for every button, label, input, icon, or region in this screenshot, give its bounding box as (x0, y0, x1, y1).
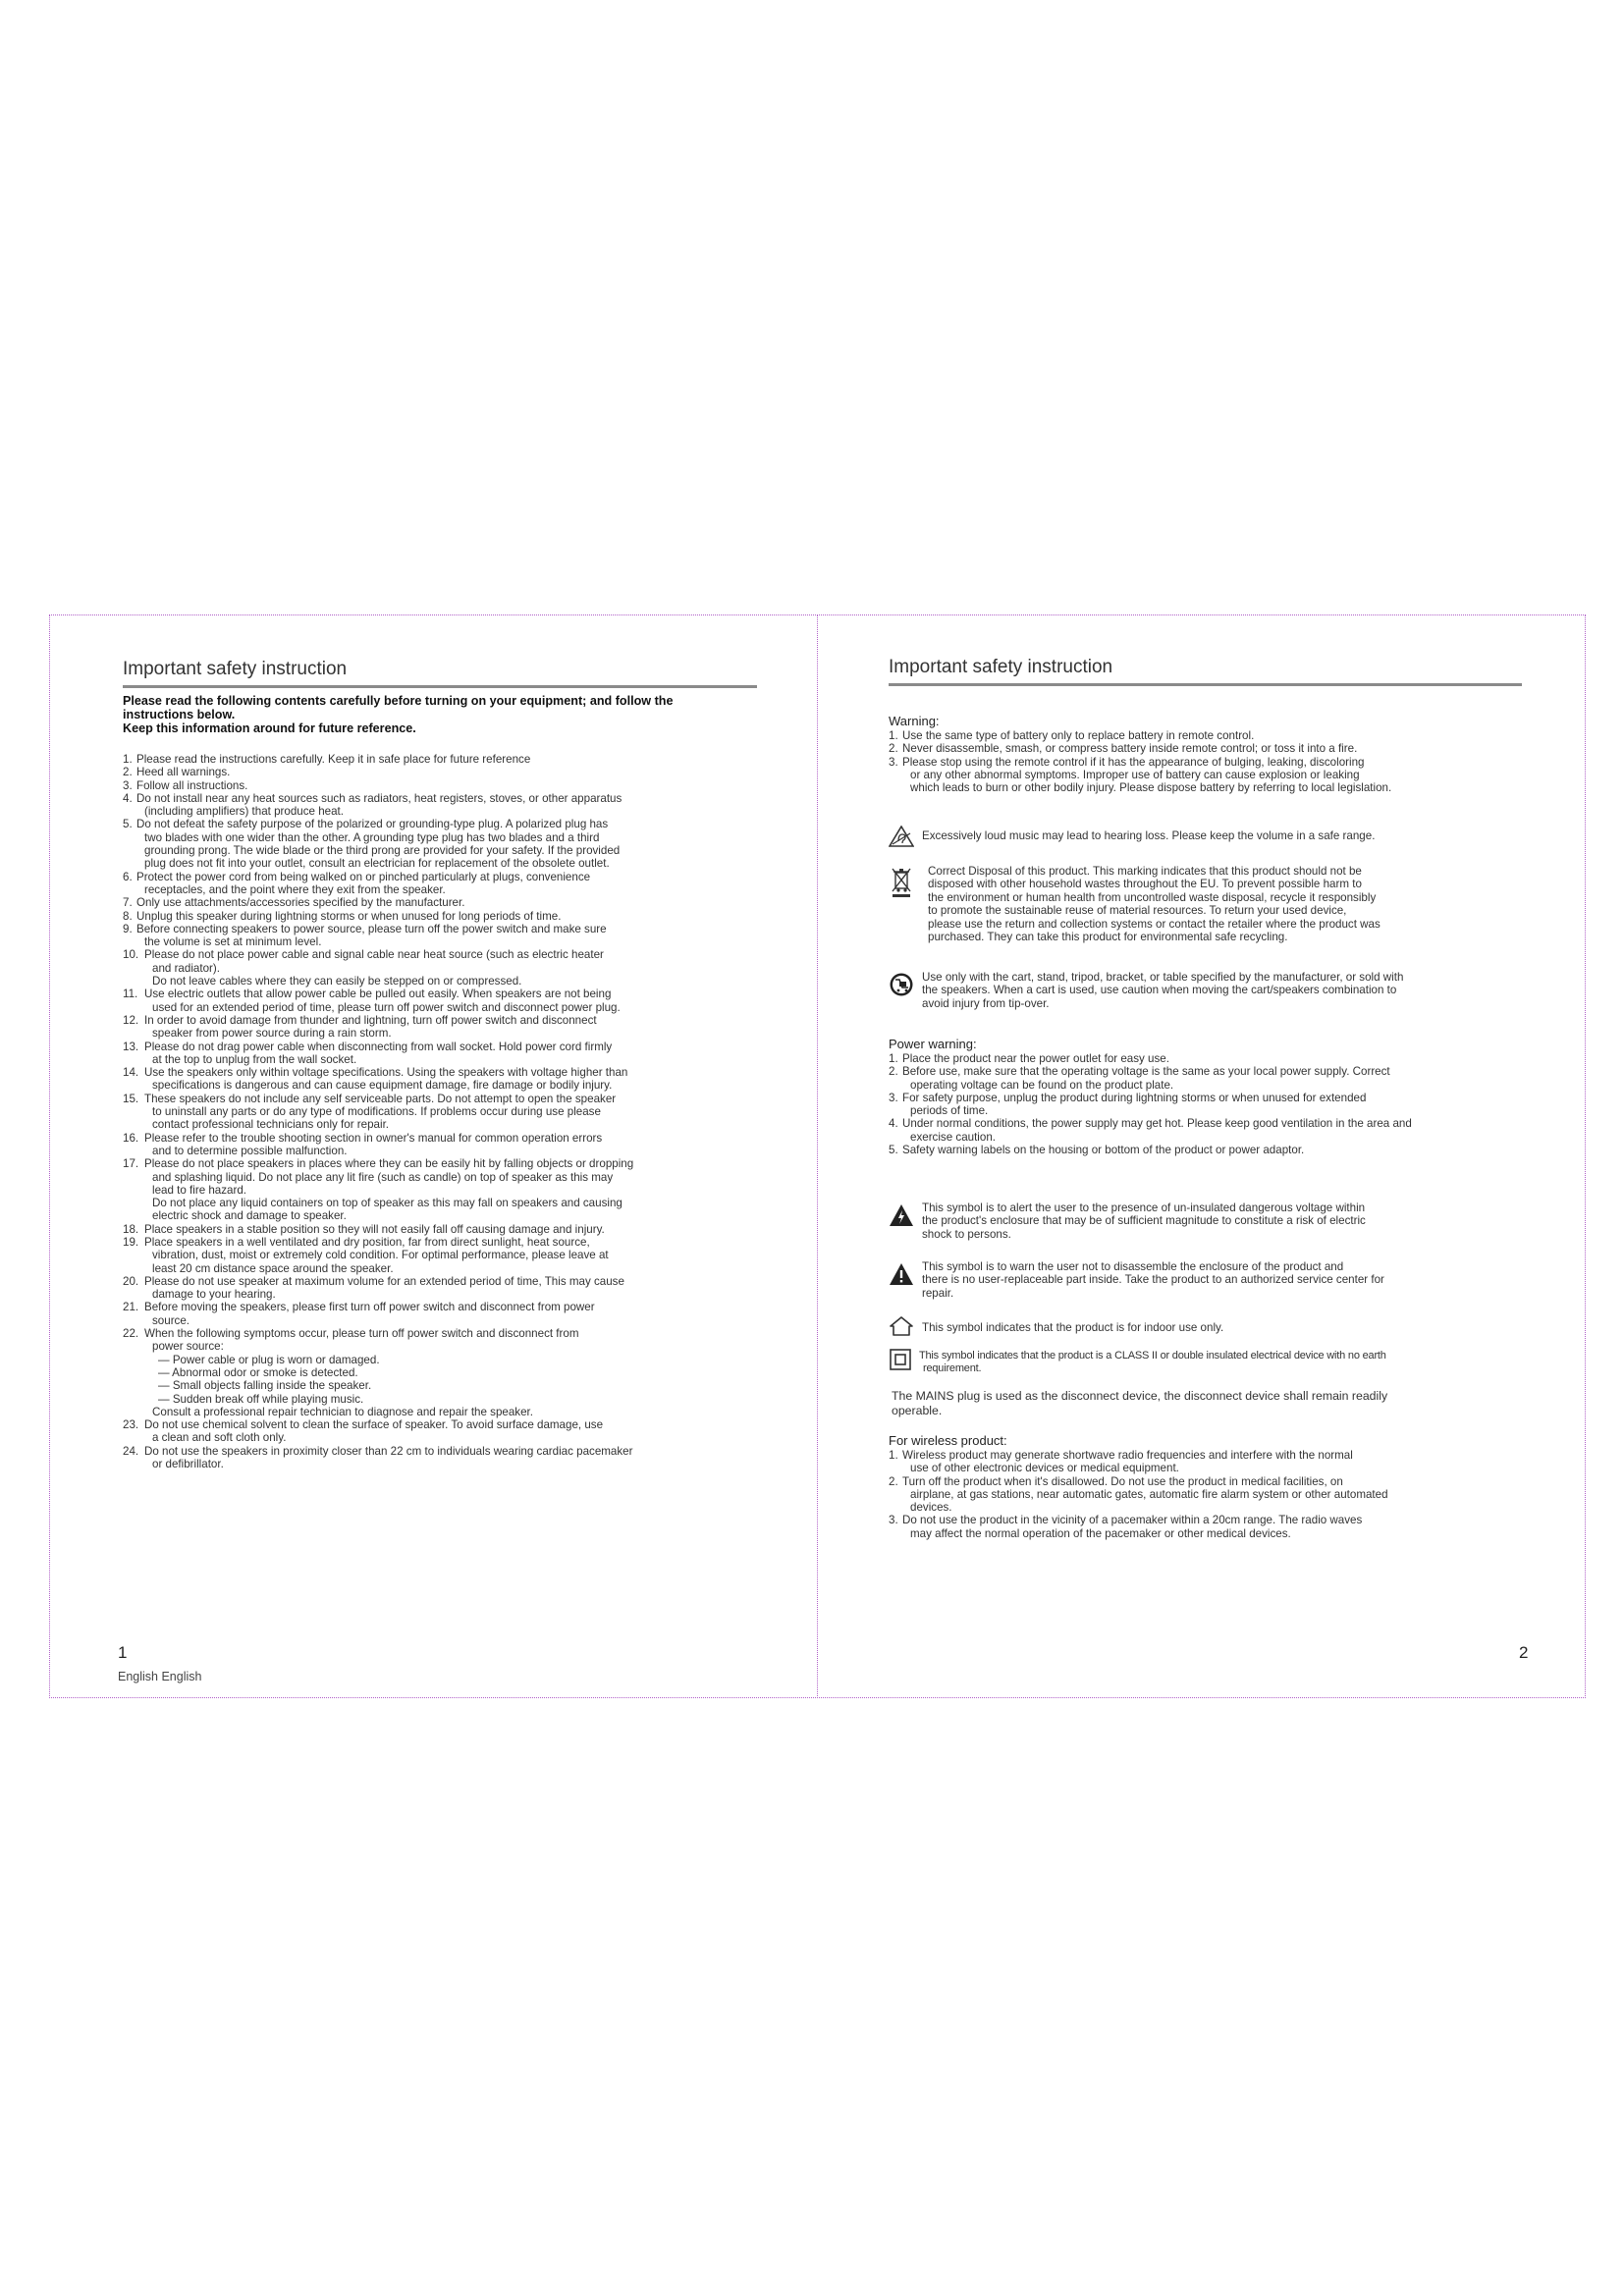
item-text-line: Consult a professional repair technician to diagnose and repair the speaker. (152, 1405, 533, 1418)
list-item (123, 923, 810, 949)
item-text-line: vibration, dust, moist or extremely cold condition. For optimal performance, please leave at (152, 1249, 609, 1262)
item-text-line: In order to avoid damage from thunder and lightning, turn off power switch and disconnect (144, 1013, 597, 1027)
item-text-line: Place the product near the power outlet for easy use. (902, 1052, 1169, 1065)
list-item (123, 1327, 810, 1418)
cart-tipover-icon (889, 972, 914, 997)
item-text-line: to uninstall any parts or do any type of modifications. If problems occur during use please (152, 1105, 601, 1119)
list-item (889, 1144, 1576, 1156)
symbol-text-line: This symbol indicates that the product is for indoor use only. (922, 1321, 1224, 1334)
item-number: 2. (889, 1474, 898, 1488)
item-number: 4. (889, 1117, 898, 1131)
item-number: 1. (123, 753, 133, 766)
item-text-line: Before moving the speakers, please first turn off power switch and disconnect from power (144, 1301, 595, 1314)
item-number: 16. (123, 1131, 139, 1145)
item-text-line: — Power cable or plug is worn or damaged. (158, 1353, 380, 1366)
item-text-line: Do not use chemical solvent to clean the surface of speaker. To avoid surface damage, use (144, 1418, 604, 1432)
item-text-line: Do not defeat the safety purpose of the polarized or grounding-type plug. A polarized plug has (136, 818, 609, 831)
symbol-text-line: the speakers. When a cart is used, use caution when moving the cart/speakers combination to (922, 984, 1397, 997)
item-number: 6. (123, 870, 133, 883)
item-text-line: may affect the normal operation of the pacemaker or other medical devices. (910, 1526, 1291, 1540)
list-item (889, 742, 1576, 755)
weee-bin-icon (890, 866, 913, 899)
list-item (123, 1066, 810, 1093)
item-number: 3. (889, 1514, 898, 1527)
item-text-line: Use electric outlets that allow power cable be pulled out easily. When speakers are not being (144, 988, 612, 1001)
indoor-house-icon (889, 1315, 914, 1337)
list-item (889, 1092, 1576, 1118)
item-text-line: Under normal conditions, the power supply may get hot. Please keep good ventilation in the area and (902, 1117, 1412, 1131)
list-item (123, 1132, 810, 1158)
item-number: 23. (123, 1418, 139, 1432)
symbol-text-line: requirement. (923, 1362, 982, 1375)
item-number: 21. (123, 1301, 139, 1314)
item-number: 17. (123, 1157, 139, 1171)
item-number: 3. (123, 778, 133, 792)
item-text-line: or defibrillator. (152, 1458, 224, 1471)
item-number: 2. (889, 742, 898, 756)
item-text-line: Please stop using the remote control if it has the appearance of bulging, leaking, discoloring (902, 755, 1365, 769)
item-text-line: Protect the power cord from being walked on or pinched particularly at plugs, convenience (136, 870, 591, 883)
item-number: 3. (889, 755, 898, 769)
item-text-line: Use the speakers only within voltage specifications. Using the speakers with voltage higher than (144, 1066, 628, 1080)
mains-note-line: The MAINS plug is used as the disconnect device, the disconnect device shall remain readily (892, 1389, 1388, 1403)
item-text-line: Only use attachments/accessories specified by the manufacturer. (136, 896, 465, 910)
item-number: 12. (123, 1013, 139, 1027)
page-number-left: 1 (118, 1643, 128, 1662)
lightning-triangle-icon (889, 1203, 914, 1227)
item-text-line: and radiator). (152, 961, 220, 975)
list-item (889, 756, 1576, 795)
item-text-line: Heed all warnings. (136, 766, 231, 779)
item-number: 14. (123, 1066, 139, 1080)
symbol-text-line: to promote the sustainable reuse of material resources. To return your used device, (928, 904, 1347, 918)
left-page-title: Important safety instruction (123, 659, 348, 679)
item-text-line: Please do not place speakers in places where they can be easily hit by falling objects or dropping (144, 1157, 634, 1171)
mains-plug-note (892, 1389, 1579, 1418)
symbol-text-line: Correct Disposal of this product. This marking indicates that this product should not be (928, 865, 1362, 878)
item-text-line: least 20 cm distance space around the speaker. (152, 1261, 394, 1275)
wireless-product-list (889, 1449, 1581, 1540)
left-intro (123, 694, 810, 735)
item-text-line: Do not place any liquid containers on top of speaker as this may fall on speakers and causing (152, 1197, 623, 1210)
item-text-line: Before connecting speakers to power source, please turn off the power switch and make sure (136, 922, 607, 935)
item-text-line: Please refer to the trouble shooting section in owner's manual for common operation errors (144, 1131, 603, 1145)
list-item (123, 1418, 810, 1445)
list-item (123, 871, 810, 897)
symbol-text-line: This symbol indicates that the product is a CLASS II or double insulated electrical device with no earth (919, 1350, 1386, 1362)
left-safety-list (123, 753, 810, 1470)
item-text-line: Wireless product may generate shortwave radio frequencies and interfere with the normal (902, 1449, 1353, 1462)
item-text-line: or any other abnormal symptoms. Improper use of battery can cause explosion or leaking (910, 768, 1360, 781)
item-text-line: Do not leave cables where they can easily be stepped on or compressed. (152, 975, 522, 988)
symbol-text-line: the environment or human health from uncontrolled waste disposal, recycle it responsibly (928, 890, 1377, 904)
lightning-symbol-text (922, 1201, 1580, 1241)
battery-warning-list (889, 729, 1576, 794)
right-title-rule (889, 683, 1522, 686)
item-text-line: Please do not use speaker at maximum volume for an extended period of time, This may cause (144, 1274, 624, 1288)
symbol-text-line: This symbol is to alert the user to the presence of un-insulated dangerous voltage within (922, 1201, 1366, 1214)
hearing-loss-text (922, 829, 1580, 842)
item-number: 20. (123, 1274, 139, 1288)
list-item (889, 729, 1576, 742)
item-number: 3. (889, 1091, 898, 1104)
list-item (123, 753, 810, 766)
list-item (889, 1117, 1576, 1144)
item-number: 22. (123, 1327, 139, 1341)
item-text-line: two blades with one wider than the other. A grounding type plug has two blades and a third (144, 830, 600, 844)
list-item (123, 1014, 810, 1041)
hearing-loss-icon (889, 826, 914, 847)
power-warning-list (889, 1052, 1576, 1156)
wireless-heading: For wireless product: (889, 1433, 1007, 1448)
list-item (889, 1475, 1581, 1515)
intro-line: Please read the following contents carefully before turning on your equipment; and follow the (123, 694, 674, 708)
item-text-line: devices. (910, 1501, 952, 1515)
item-text-line: Before use, make sure that the operating voltage is the same as your local power supply. Correct (902, 1065, 1390, 1079)
list-item (123, 1093, 810, 1132)
item-text-line: — Sudden break off while playing music. (158, 1392, 364, 1406)
intro-line: instructions below. (123, 708, 236, 721)
item-text-line: Do not install near any heat sources such as radiators, heat registers, stoves, or other apparatus (136, 791, 623, 805)
item-number: 2. (123, 766, 133, 779)
item-number: 10. (123, 948, 139, 962)
weee-disposal-text (928, 865, 1576, 943)
indoor-symbol-text (922, 1321, 1580, 1334)
item-text-line: power source: (152, 1340, 224, 1354)
list-item (123, 988, 810, 1014)
left-page (49, 614, 817, 1698)
item-text-line: Unplug this speaker during lightning storms or when unused for long periods of time. (136, 909, 562, 923)
symbol-text-line: This symbol is to warn the user not to disassemble the enclosure of the product and (922, 1260, 1344, 1273)
item-number: 11. (123, 988, 138, 1001)
language-footer: English English (118, 1670, 202, 1683)
item-number: 19. (123, 1235, 139, 1249)
cart-warning-text (922, 971, 1580, 1010)
item-text-line: lead to fire hazard. (152, 1183, 247, 1197)
item-number: 8. (123, 909, 133, 923)
list-item (123, 948, 810, 988)
list-item (123, 1445, 810, 1471)
warning-heading: Warning: (889, 714, 940, 728)
item-text-line: and to determine possible malfunction. (152, 1144, 348, 1157)
list-item (889, 1449, 1581, 1475)
class-ii-icon (890, 1349, 911, 1370)
list-item (123, 1041, 810, 1067)
list-item (123, 896, 810, 909)
item-text-line: plug does not fit into your outlet, consult an electrician for replacement of the obsolete outlet. (144, 857, 610, 871)
item-text-line: the volume is set at minimum level. (144, 935, 322, 949)
item-text-line: For safety purpose, unplug the product during lightning storms or when unused for extended (902, 1091, 1367, 1104)
list-item (889, 1065, 1576, 1092)
list-item (123, 1223, 810, 1236)
item-text-line: damage to your hearing. (152, 1288, 276, 1302)
item-text-line: — Abnormal odor or smoke is detected. (158, 1365, 358, 1379)
list-item (123, 818, 810, 870)
list-item (889, 1052, 1576, 1065)
item-text-line: electric shock and damage to speaker. (152, 1209, 347, 1223)
item-number: 1. (889, 1052, 898, 1065)
symbol-text-line: disposed with other household wastes throughout the EU. To prevent possible harm to (928, 878, 1362, 891)
item-text-line: operating voltage can be found on the product plate. (910, 1078, 1174, 1092)
item-text-line: source. (152, 1313, 190, 1327)
item-text-line: airplane, at gas stations, near automatic gates, automatic fire alarm system or other automated (910, 1487, 1388, 1501)
item-text-line: which leads to burn or other bodily injury. Please dispose battery by referring to local legislation. (910, 781, 1392, 795)
item-text-line: Use the same type of battery only to replace battery in remote control. (902, 729, 1255, 742)
item-text-line: grounding prong. The wide blade or the third prong are provided for your safety. If the provided (144, 844, 621, 858)
item-text-line: Never disassemble, smash, or compress battery inside remote control; or toss it into a fire. (902, 742, 1358, 756)
list-item (123, 1236, 810, 1275)
item-text-line: Safety warning labels on the housing or bottom of the product or power adaptor. (902, 1144, 1305, 1157)
list-item (123, 1275, 810, 1302)
item-text-line: exercise caution. (910, 1130, 996, 1144)
item-text-line: (including amplifiers) that produce heat. (144, 805, 344, 819)
symbol-text-line: Use only with the cart, stand, tripod, bracket, or table specified by the manufacturer, or sold with (922, 971, 1404, 984)
item-number: 2. (889, 1065, 898, 1079)
left-title-rule (123, 685, 757, 688)
item-text-line: Follow all instructions. (136, 778, 248, 792)
item-number: 1. (889, 729, 898, 742)
item-text-line: Do not use the speakers in proximity closer than 22 cm to individuals wearing cardiac pacemaker (144, 1444, 633, 1458)
symbol-text-line: purchased. They can take this product for environmental safe recycling. (928, 931, 1288, 944)
list-item (123, 910, 810, 923)
item-text-line: periods of time. (910, 1104, 989, 1118)
item-text-line: These speakers do not include any self serviceable parts. Do not attempt to open the speaker (144, 1092, 617, 1105)
item-number: 5. (123, 818, 133, 831)
mains-note-line: operable. (892, 1404, 943, 1417)
item-number: 24. (123, 1444, 139, 1458)
item-text-line: Do not use the product in the vicinity of a pacemaker within a 20cm range. The radio waves (902, 1514, 1363, 1527)
symbol-text-line: Excessively loud music may lead to hearing loss. Please keep the volume in a safe range. (922, 829, 1376, 842)
item-number: 1. (889, 1449, 898, 1462)
item-number: 13. (123, 1040, 139, 1053)
item-number: 7. (123, 896, 133, 910)
item-text-line: Please read the instructions carefully. Keep it in safe place for future reference (136, 753, 531, 766)
list-item (123, 792, 810, 819)
item-text-line: receptacles, and the point where they exit from the speaker. (144, 882, 446, 896)
item-text-line: contact professional technicians only for repair. (152, 1118, 390, 1132)
list-item (889, 1514, 1581, 1540)
symbol-text-line: the product's enclosure that may be of sufficient magnitude to constitute a risk of electric (922, 1214, 1366, 1228)
item-text-line: at the top to unplug from the wall socket. (152, 1052, 357, 1066)
item-number: 18. (123, 1222, 139, 1236)
item-text-line: Place speakers in a stable position so they will not easily fall off causing damage and injury. (144, 1222, 605, 1236)
item-text-line: and splashing liquid. Do not place any lit fire (such as candle) on top of speaker as this may (152, 1170, 614, 1184)
item-number: 4. (123, 791, 133, 805)
right-page (817, 614, 1586, 1698)
item-text-line: use of other electronic devices or medical equipment. (910, 1462, 1179, 1475)
symbol-text-line: shock to persons. (922, 1227, 1011, 1241)
item-text-line: Turn off the product when it's disallowed. Do not use the product in medical facilities, on (902, 1474, 1343, 1488)
list-item (123, 1157, 810, 1222)
item-text-line: — Small objects falling inside the speaker. (158, 1379, 372, 1393)
item-number: 9. (123, 922, 133, 935)
list-item (123, 779, 810, 792)
symbol-text-line: there is no user-replaceable part inside. Take the product to an authorized service center for (922, 1273, 1384, 1287)
symbol-text-line: please use the return and collection systems or contact the retailer where the product was (928, 917, 1380, 931)
item-text-line: speaker from power source during a rain storm. (152, 1027, 392, 1041)
exclamation-symbol-text (922, 1260, 1580, 1300)
item-number: 15. (123, 1092, 139, 1105)
item-text-line: When the following symptoms occur, please turn off power switch and disconnect from (144, 1327, 579, 1341)
symbol-text-line: repair. (922, 1286, 954, 1300)
power-warning-heading: Power warning: (889, 1037, 977, 1051)
item-text-line: a clean and soft cloth only. (152, 1431, 287, 1445)
item-text-line: specifications is dangerous and can cause equipment damage, fire damage or bodily injury. (152, 1079, 613, 1093)
list-item (123, 766, 810, 778)
list-item (123, 1301, 810, 1327)
right-page-title: Important safety instruction (889, 657, 1113, 677)
symbol-text-line: avoid injury from tip-over. (922, 996, 1050, 1010)
item-text-line: Place speakers in a well ventilated and dry position, far from direct sunlight, heat source, (144, 1235, 590, 1249)
item-text-line: Please do not place power cable and signal cable near heat source (such as electric heater (144, 948, 604, 962)
intro-line: Keep this information around for future reference. (123, 721, 416, 735)
exclamation-triangle-icon (889, 1262, 914, 1286)
item-text-line: used for an extended period of time, please turn off power switch and disconnect power plug. (152, 1000, 621, 1014)
item-text-line: Please do not drag power cable when disconnecting from wall socket. Hold power cord firmly (144, 1040, 613, 1053)
item-number: 5. (889, 1144, 898, 1157)
page-number-right: 2 (1519, 1643, 1529, 1662)
class-ii-symbol-text (919, 1350, 1582, 1376)
